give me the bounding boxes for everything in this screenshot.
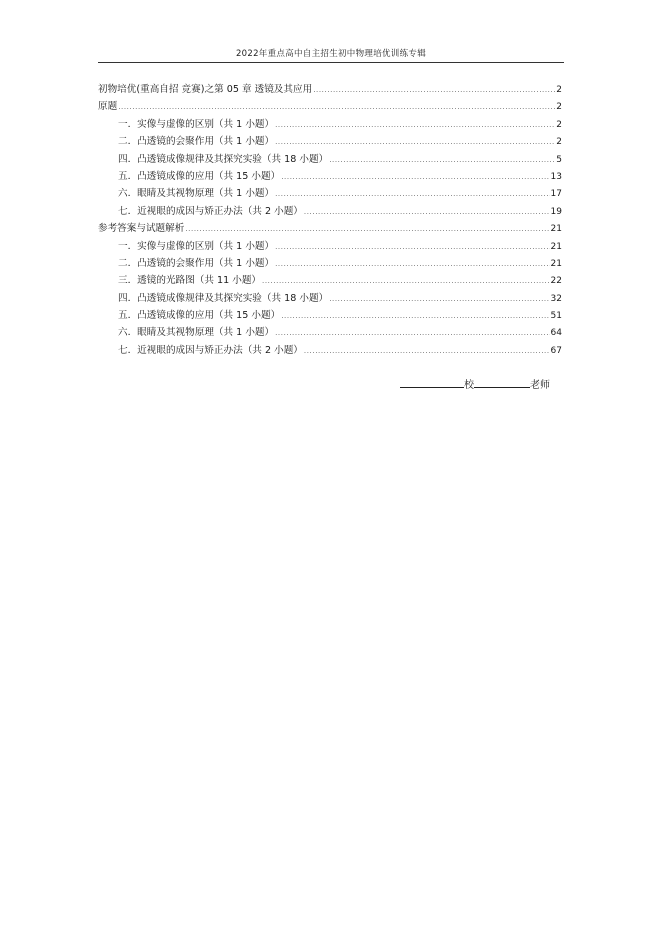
toc-entry-page: 13 <box>550 171 562 182</box>
toc-dot-leader <box>275 190 549 198</box>
toc-entry-title: 原题 <box>98 101 118 113</box>
toc-entry[interactable] <box>98 81 562 98</box>
toc-entry-title: 四．凸透镜成像规律及其探究实验（共 18 小题） <box>118 153 329 165</box>
toc-dot-leader <box>275 243 549 251</box>
toc-entry-title: 二．凸透镜的会聚作用（共 1 小题） <box>118 257 275 269</box>
toc-entry-page: 64 <box>550 328 562 339</box>
school-blank <box>400 377 464 388</box>
toc-entry-title: 五．凸透镜成像的应用（共 15 小题） <box>118 310 281 322</box>
toc-entry[interactable] <box>98 185 562 202</box>
toc-dot-leader <box>185 225 549 233</box>
toc-entry[interactable] <box>98 255 562 272</box>
toc-entry-title: 六．眼睛及其视物原理（共 1 小题） <box>118 188 275 200</box>
toc-dot-leader <box>329 156 555 164</box>
toc-dot-leader <box>275 138 555 146</box>
toc-entry-page: 21 <box>550 258 562 269</box>
toc-entry-page: 21 <box>550 224 562 235</box>
toc-entry-title: 三．透镜的光路图（共 11 小题） <box>118 275 262 287</box>
toc-entry-page: 21 <box>550 241 562 252</box>
toc-entry[interactable] <box>98 168 562 185</box>
toc-entry[interactable] <box>98 203 562 220</box>
toc-entry[interactable] <box>98 151 562 168</box>
header-divider <box>98 62 564 63</box>
toc-entry-title: 四．凸透镜成像规律及其探究实验（共 18 小题） <box>118 292 329 304</box>
teacher-blank <box>474 377 530 388</box>
toc-dot-leader <box>281 312 549 320</box>
toc-dot-leader <box>313 86 555 94</box>
toc-entry-title: 六．眼睛及其视物原理（共 1 小题） <box>118 327 275 339</box>
toc-entry-title: 一．实像与虚像的区别（共 1 小题） <box>118 240 275 252</box>
toc-entry-title: 二．凸透镜的会聚作用（共 1 小题） <box>118 136 275 148</box>
toc-entry-page: 5 <box>556 154 562 165</box>
toc-entry-page: 19 <box>550 206 562 217</box>
teacher-label: 老师 <box>530 380 550 391</box>
toc-entry-title: 初物培优(重高自招 竞赛)之第 05 章 透镜及其应用 <box>98 84 313 95</box>
toc-dot-leader <box>118 103 555 111</box>
toc-entry-page: 2 <box>556 102 562 113</box>
toc-dot-leader <box>275 121 555 129</box>
toc-entry-page: 67 <box>550 345 562 356</box>
toc-entry[interactable] <box>98 238 562 255</box>
toc-entry-title: 一．实像与虚像的区别（共 1 小题） <box>118 118 275 130</box>
toc-dot-leader <box>262 277 550 285</box>
toc-dot-leader <box>275 260 549 268</box>
school-label: 校 <box>464 380 474 391</box>
toc-entry-page: 51 <box>550 311 562 322</box>
toc-entry-page: 17 <box>550 189 562 200</box>
toc-entry-title: 五．凸透镜成像的应用（共 15 小题） <box>118 170 281 182</box>
toc-dot-leader <box>304 347 550 355</box>
toc-entry[interactable] <box>98 307 562 324</box>
toc-entry[interactable] <box>98 324 562 341</box>
toc-entry[interactable] <box>98 98 562 115</box>
toc-entry-title: 参考答案与试题解析 <box>98 223 185 235</box>
toc-entry-title: 七．近视眼的成因与矫正办法（共 2 小题） <box>118 205 303 217</box>
toc-entry[interactable] <box>98 290 562 307</box>
toc-entry-page: 22 <box>550 276 562 287</box>
toc-entry[interactable] <box>98 272 562 289</box>
toc-dot-leader <box>304 208 550 216</box>
signature-line <box>400 376 550 391</box>
toc-entry-page: 2 <box>556 119 562 130</box>
toc-dot-leader <box>281 173 549 181</box>
toc-dot-leader <box>329 295 549 303</box>
page-header-title: 2022年重点高中自主招生初中物理培优训练专辑 <box>235 49 427 59</box>
toc-entry-page: 2 <box>556 137 562 148</box>
toc-entry[interactable] <box>98 220 562 237</box>
toc-entry[interactable] <box>98 342 562 359</box>
toc-entry-page: 2 <box>556 85 562 95</box>
toc-entry[interactable] <box>98 116 562 133</box>
toc-dot-leader <box>275 329 549 337</box>
toc-entry-page: 32 <box>550 293 562 304</box>
table-of-contents <box>98 81 562 359</box>
toc-entry-title: 七．近视眼的成因与矫正办法（共 2 小题） <box>118 344 303 356</box>
toc-entry[interactable] <box>98 133 562 150</box>
